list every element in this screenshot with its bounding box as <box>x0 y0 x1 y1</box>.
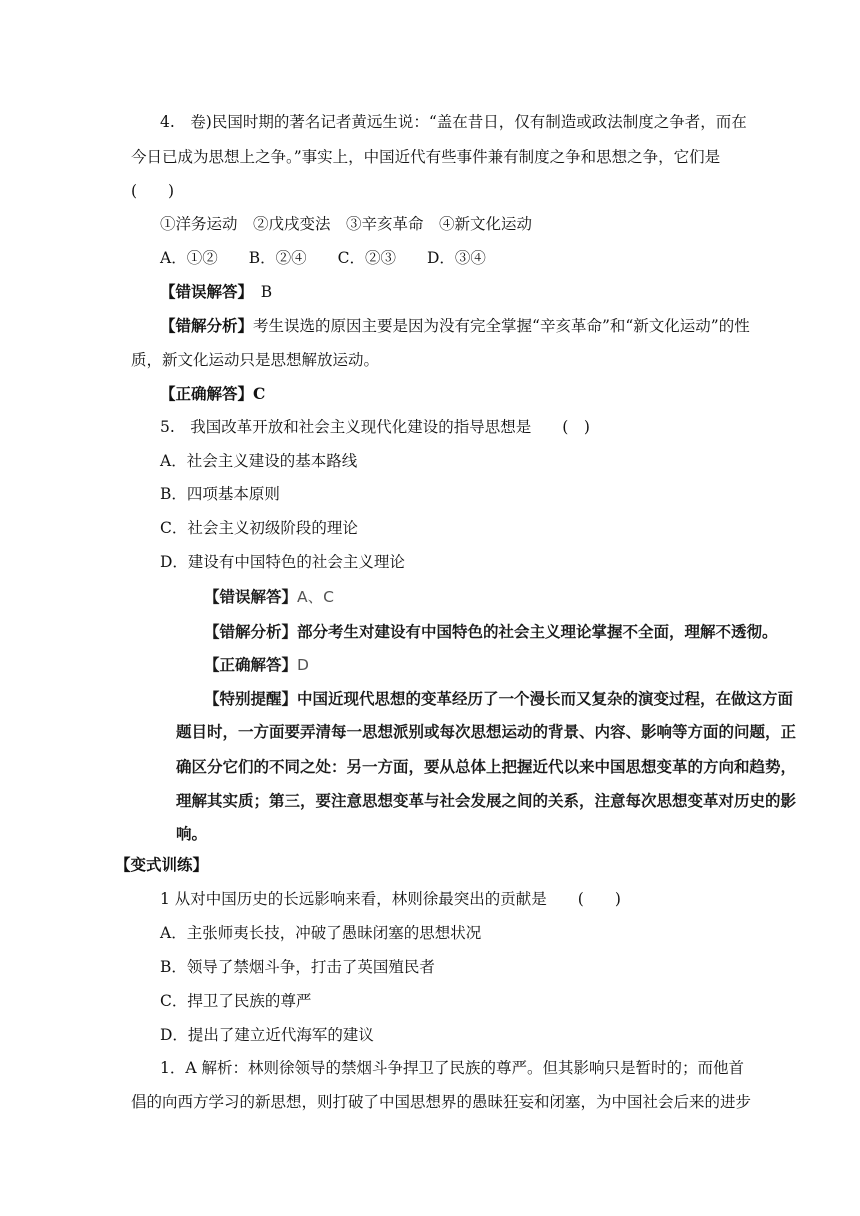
q4-analysis-line-1 <box>160 316 750 336</box>
analysis-label: 【错解分析】 <box>204 623 298 641</box>
q4-items: ①洋务运动 ②戊戌变法 ③辛亥革命 ④新文化运动 <box>160 215 533 233</box>
q5-tip-line-2: 题目时，一方面要弄清每一思想派别或每次思想运动的背景、内容、影响等方面的问题，正 <box>176 723 797 741</box>
wrong-answer-value: A、C <box>297 588 334 606</box>
wrong-answer-label: 【错误解答】 <box>160 282 246 301</box>
q5-option-c: C．社会主义初级阶段的理论 <box>160 519 358 537</box>
correct-answer-label: 【正确解答】 <box>160 384 254 403</box>
practice-q1-option-b: B．领导了禁烟斗争，打击了英国殖民者 <box>160 958 435 976</box>
analysis-label: 【错解分析】 <box>160 316 254 335</box>
q5-tip-line-4: 理解其实质；第三，要注意思想变革与社会发展之间的关系，注意每次思想变革对历史的影 <box>176 792 797 810</box>
q5-analysis <box>204 622 778 642</box>
practice-q1-option-c: C．捍卫了民族的尊严 <box>160 992 312 1010</box>
practice-answer-line-2: 倡的向西方学习的新思想，则打破了中国思想界的愚昧狂妄和闭塞，为中国社会后来的进步 <box>131 1093 752 1111</box>
wrong-answer-value: B <box>245 283 273 301</box>
q5-stem: 5. 我国改革开放和社会主义现代化建设的指导思想是 ( ) <box>160 418 590 436</box>
q5-correct-answer <box>204 655 309 675</box>
practice-q1-option-a: A．主张师夷长技，冲破了愚昧闭塞的思想状况 <box>160 924 482 942</box>
analysis-text: 考生误选的原因主要是因为没有完全掌握“辛亥革命”和“新文化运动”的性 <box>253 317 750 335</box>
correct-answer-value: D <box>297 656 309 674</box>
correct-answer-label: 【正确解答】 <box>204 656 298 674</box>
q4-options: A．①② B．②④ C．②③ D．③④ <box>160 249 486 267</box>
q5-tip-line-5: 响。 <box>176 825 208 843</box>
practice-answer-line-1: 1．A 解析：林则徐领导的禁烟斗争捍卫了民族的尊严。但其影响只是暂时的；而他首 <box>160 1059 744 1077</box>
correct-answer-value: C <box>253 384 266 403</box>
analysis-text: 部分考生对建设有中国特色的社会主义理论掌握不全面，理解不透彻。 <box>297 623 778 641</box>
q4-analysis-line-2: 质，新文化运动只是思想解放运动。 <box>131 351 380 369</box>
q5-option-d: D．建设有中国特色的社会主义理论 <box>160 553 405 571</box>
q4-line-2: 今日已成为思想上之争。”事实上，中国近代有些事件兼有制度之争和思想之争，它们是 <box>131 148 721 166</box>
practice-q1-option-d: D．提出了建立近代海军的建议 <box>160 1026 374 1044</box>
tip-label: 【特别提醒】 <box>204 690 298 708</box>
practice-q1-stem: 1 从对中国历史的长远影响来看，林则徐最突出的贡献是 ( ) <box>160 890 621 908</box>
practice-heading: 【变式训练】 <box>115 855 209 874</box>
q5-option-b: B．四项基本原则 <box>160 485 280 503</box>
q4-line-1: 4. 卷)民国时期的著名记者黄远生说：“盖在昔日，仅有制造或政法制度之争者，而在 <box>160 113 747 131</box>
wrong-answer-label: 【错误解答】 <box>204 588 298 606</box>
q5-wrong-answer <box>204 587 334 607</box>
q5-tip-line-1 <box>204 689 793 709</box>
tip-text: 中国近现代思想的变革经历了一个漫长而又复杂的演变过程，在做这方面 <box>297 690 794 708</box>
q4-correct-answer <box>160 384 265 404</box>
q5-option-a: A．社会主义建设的基本路线 <box>160 452 358 470</box>
q5-tip-line-3: 确区分它们的不同之处：另一方面，要从总体上把握近代以来中国思想变革的方向和趋势， <box>176 758 797 776</box>
q4-wrong-answer <box>160 282 272 302</box>
q4-answer-bracket: ( ) <box>131 182 175 200</box>
